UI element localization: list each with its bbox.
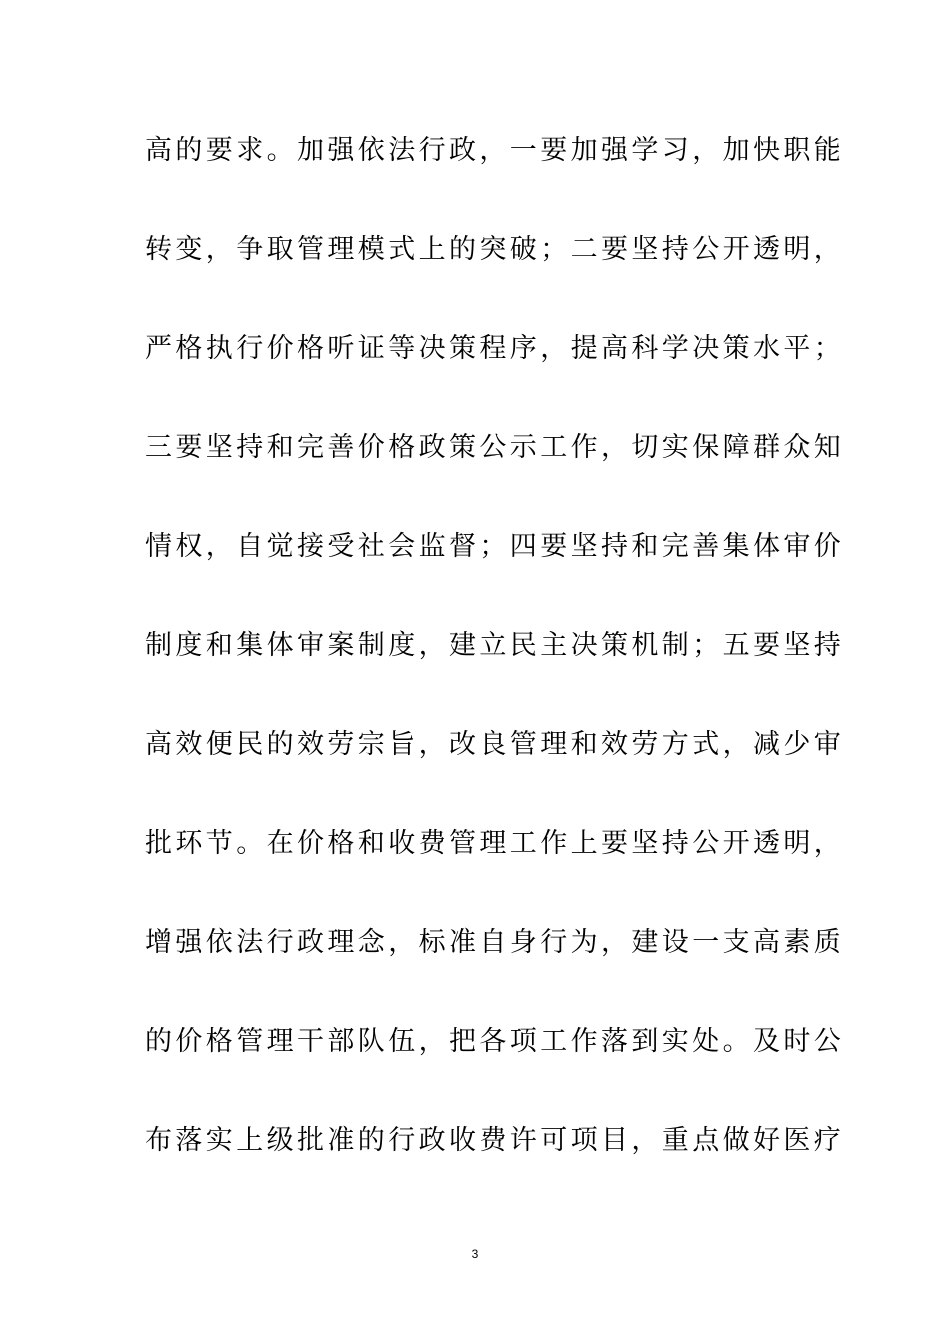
body-text-line: 制度和集体审案制度，建立民主决策机制；五要坚持 (145, 630, 845, 661)
body-text-line: 情权，自觉接受社会监督；四要坚持和完善集体审价 (145, 531, 845, 562)
body-text-line: 增强依法行政理念，标准自身行为，建设一支高素质 (145, 927, 845, 958)
body-text-line: 布落实上级批准的行政收费许可项目，重点做好医疗 (145, 1125, 845, 1156)
body-text-line: 批环节。在价格和收费管理工作上要坚持公开透明， (145, 828, 845, 859)
body-text-line: 严格执行价格听证等决策程序，提高科学决策水平； (145, 333, 845, 364)
body-text-line: 的价格管理干部队伍，把各项工作落到实处。及时公 (145, 1026, 845, 1057)
body-text-line: 高效便民的效劳宗旨，改良管理和效劳方式，减少审 (145, 729, 845, 760)
body-text-line: 高的要求。加强依法行政，一要加强学习，加快职能 (145, 135, 845, 166)
body-text-line: 三要坚持和完善价格政策公示工作，切实保障群众知 (145, 432, 845, 463)
body-text-line: 转变，争取管理模式上的突破；二要坚持公开透明， (145, 234, 845, 265)
page-number: 3 (471, 1247, 479, 1261)
